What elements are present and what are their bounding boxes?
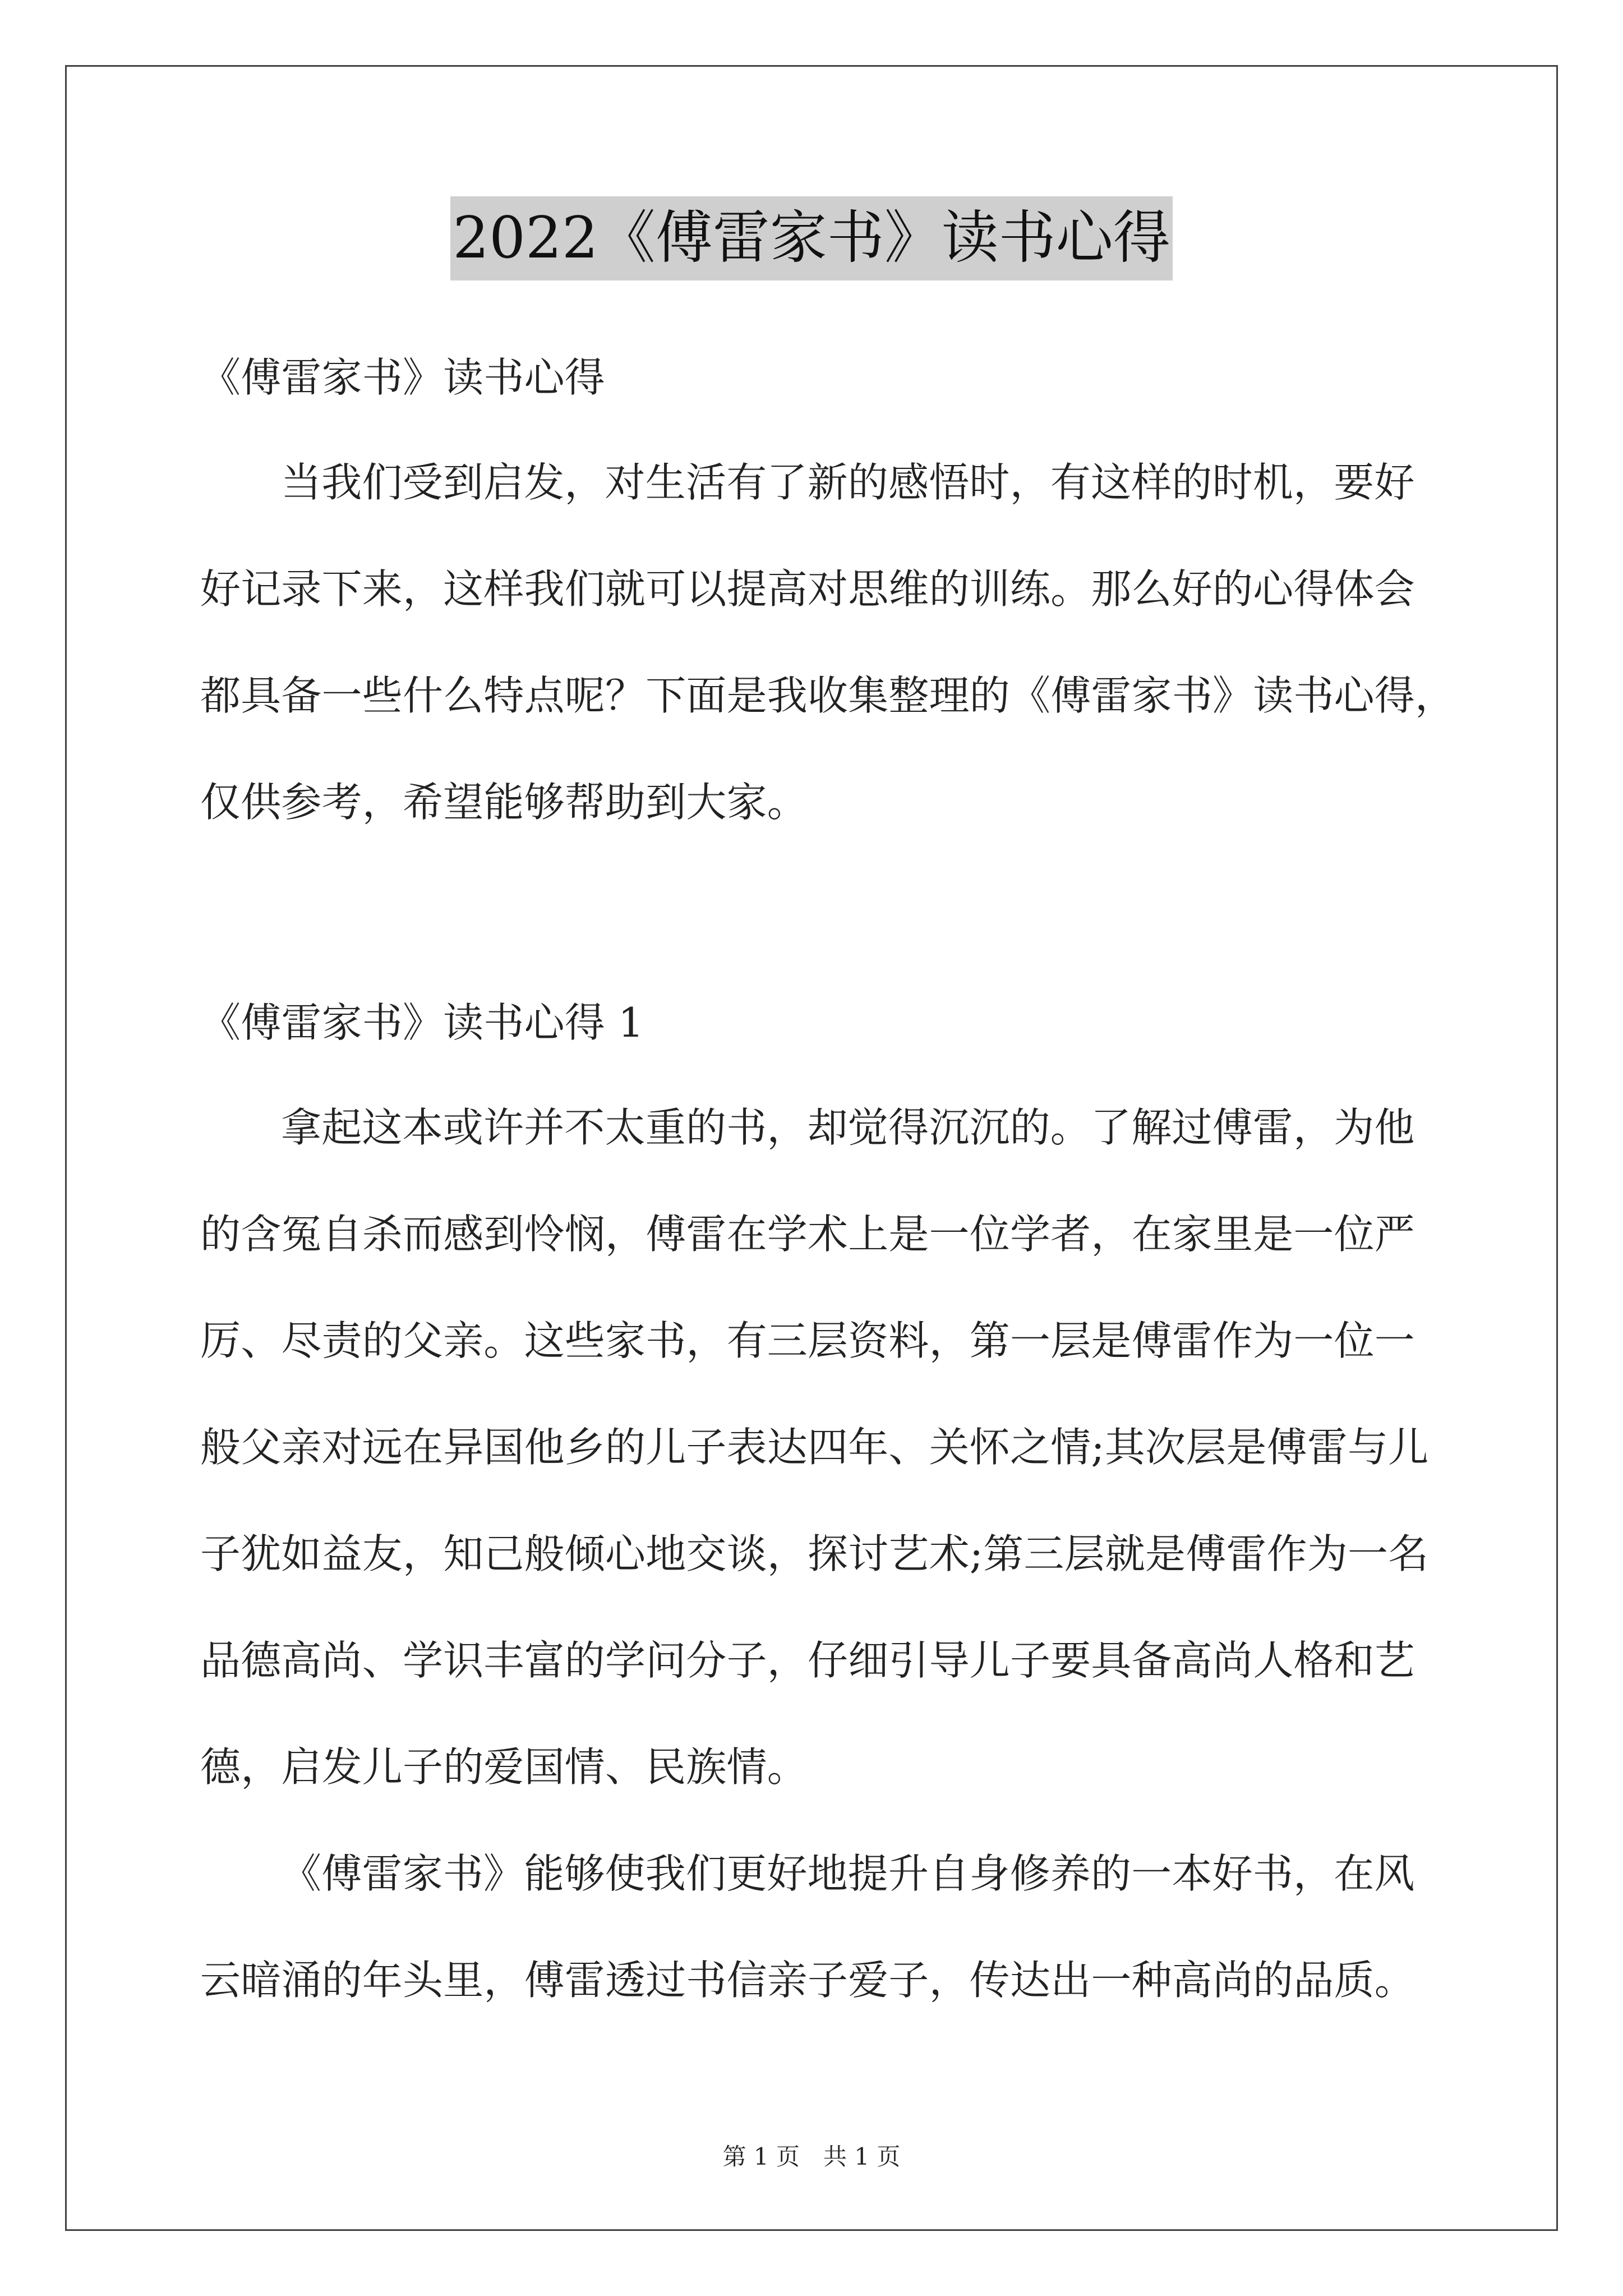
intro-line-4: 仅供参考，希望能够帮助到大家。 (200, 779, 808, 826)
document-title: 2022《傅雷家书》读书心得 (450, 196, 1173, 280)
para1-line-4: 般父亲对远在异国他乡的儿子表达四年、关怀之情;其次层是傅雷与儿 (200, 1424, 1429, 1471)
para1-line-6: 品德高尚、学识丰富的学问分子，仔细引导儿子要具备高尚人格和艺 (200, 1637, 1415, 1684)
title-container (0, 196, 1623, 280)
para2-line-1: 《傅雷家书》能够使我们更好地提升自身修养的一本好书，在风 (281, 1850, 1415, 1897)
intro-line-3: 都具备一些什么特点呢？下面是我收集整理的《傅雷家书》读书心得， (200, 672, 1456, 719)
intro-line-2: 好记录下来，这样我们就可以提高对思维的训练。那么好的心得体会 (200, 565, 1415, 613)
section-heading-1: 《傅雷家书》读书心得 1 (200, 999, 644, 1046)
page-footer: 第 1 页 共 1 页 (722, 2143, 901, 2170)
intro-line-1: 当我们受到启发，对生活有了新的感悟时，有这样的时机，要好 (281, 459, 1415, 506)
para1-line-2: 的含冤自杀而感到怜悯，傅雷在学术上是一位学者，在家里是一位严 (200, 1211, 1415, 1258)
para2-line-2: 云暗涌的年头里，傅雷透过书信亲子爱子，传达出一种高尚的品质。 (200, 1957, 1415, 2004)
para1-line-1: 拿起这本或许并不太重的书，却觉得沉沉的。了解过傅雷，为他 (281, 1104, 1415, 1151)
para1-line-5: 子犹如益友，知己般倾心地交谈，探讨艺术;第三层就是傅雷作为一名 (200, 1530, 1429, 1577)
para1-line-3: 厉、尽责的父亲。这些家书，有三层资料，第一层是傅雷作为一位一 (200, 1317, 1415, 1364)
section-heading-intro: 《傅雷家书》读书心得 (200, 354, 606, 401)
para1-line-7: 德，启发儿子的爱国情、民族情。 (200, 1743, 808, 1791)
